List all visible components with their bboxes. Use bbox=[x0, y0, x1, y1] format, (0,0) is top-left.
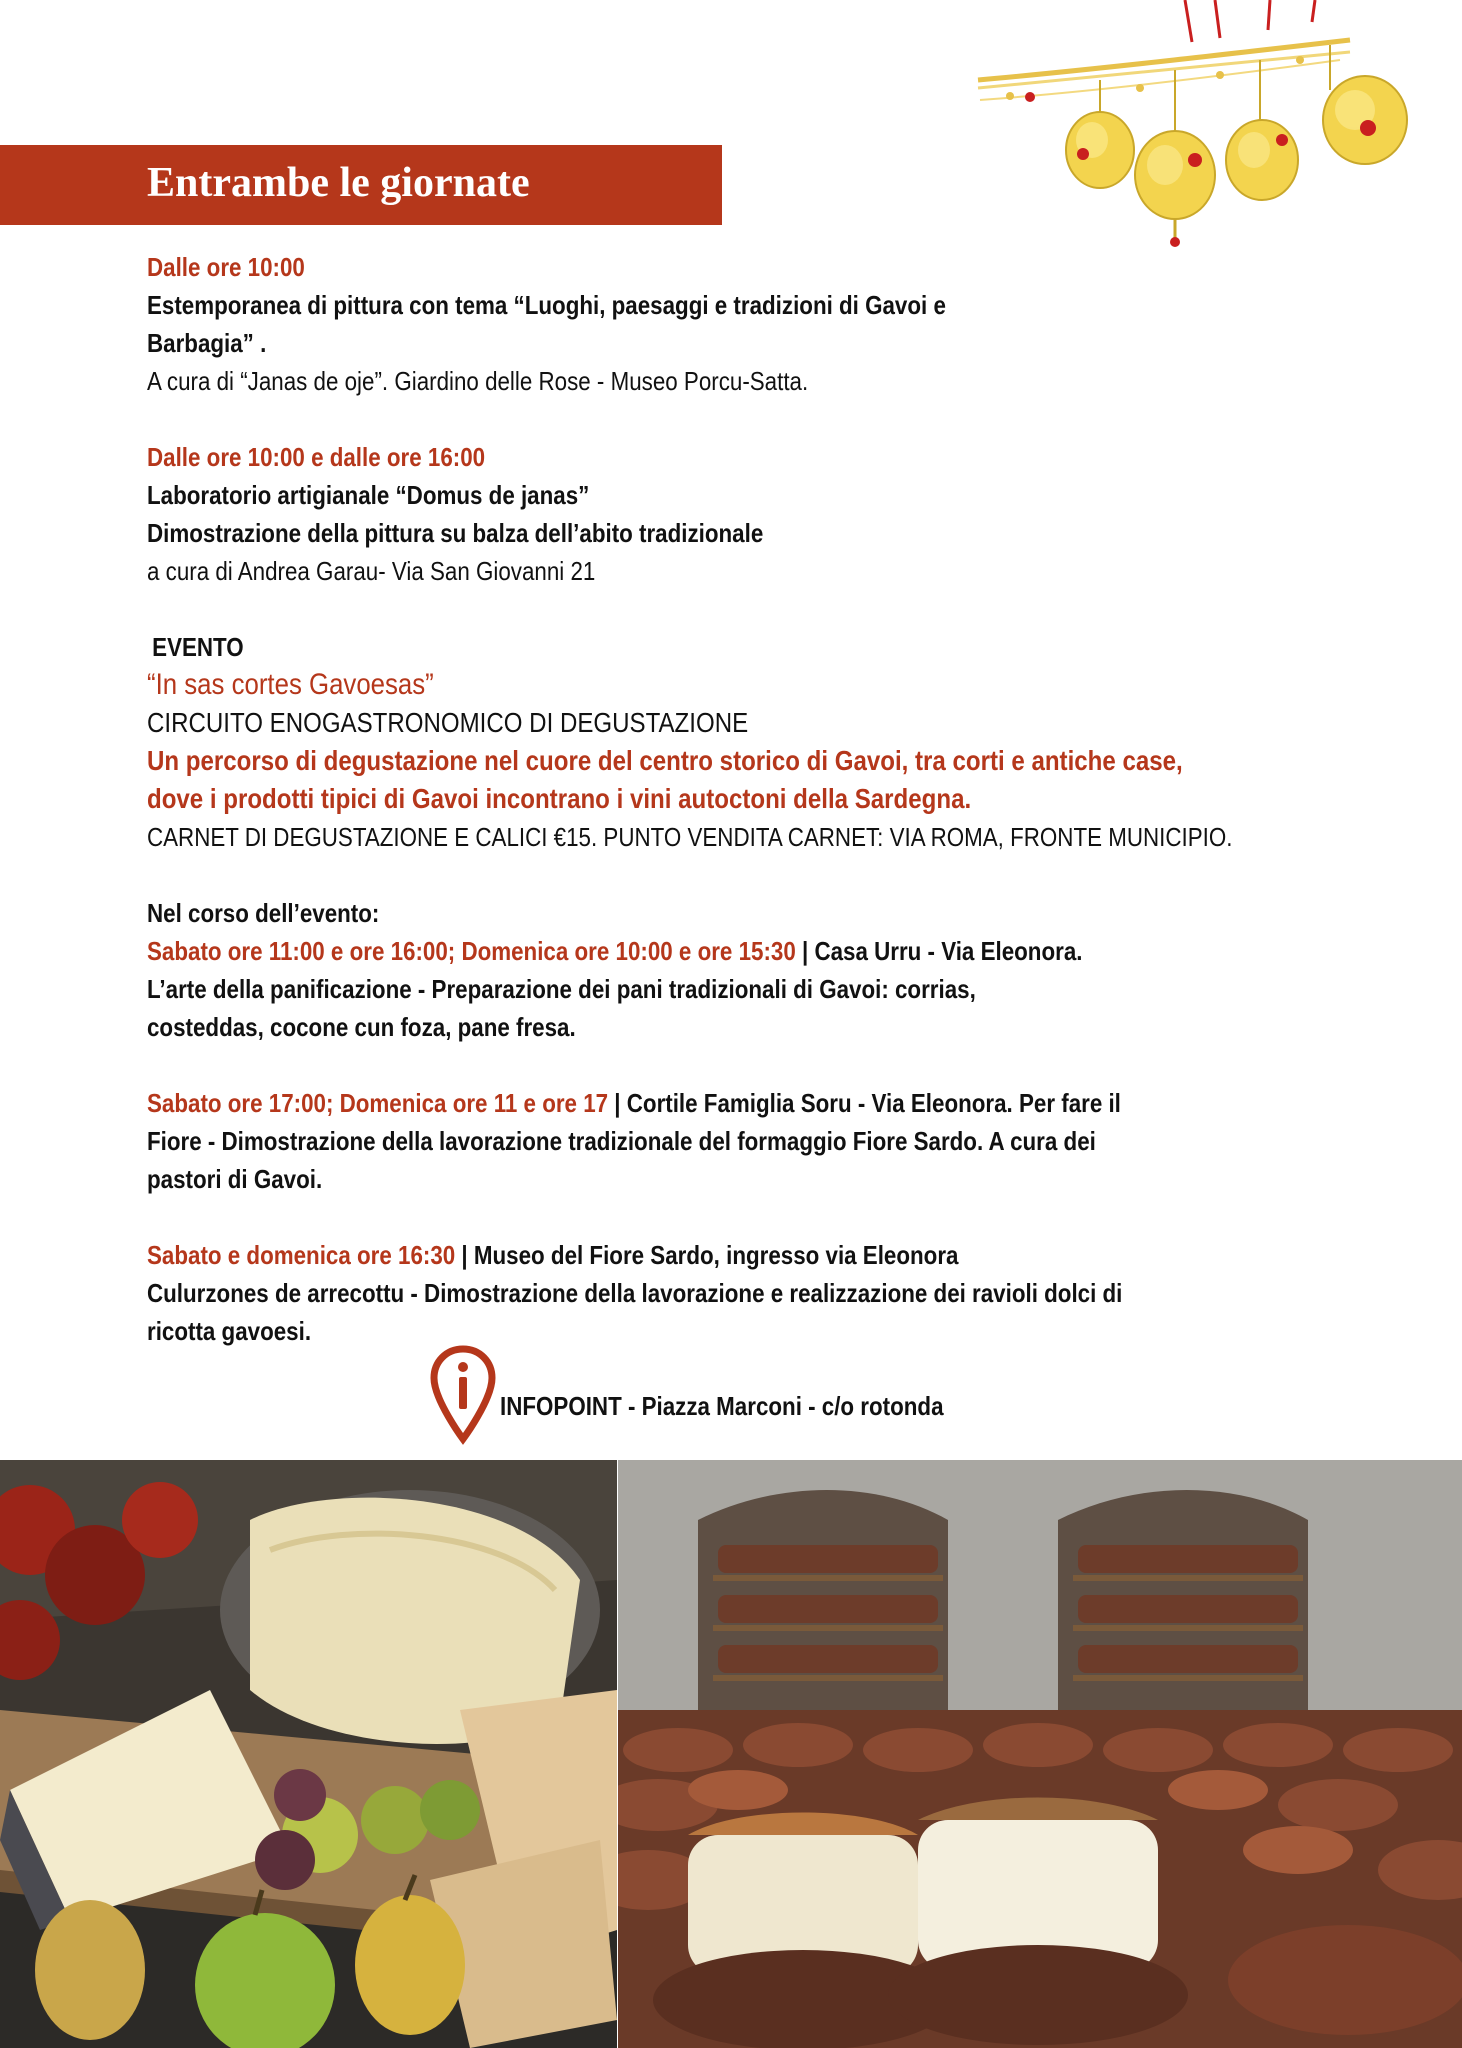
hanging-ornaments-illustration bbox=[970, 0, 1420, 255]
spacer bbox=[147, 590, 1162, 628]
event-description-line: dove i prodotti tipici di Gavoi incontrano i vini autoctoni della Sardegna. bbox=[147, 783, 972, 814]
section-time: Dalle ore 10:00 e dalle ore 16:00 bbox=[147, 442, 486, 472]
infopoint bbox=[430, 1345, 1130, 1445]
activity-time: Sabato e domenica ore 16:30 bbox=[147, 1240, 462, 1270]
section-time: Dalle ore 10:00 bbox=[147, 252, 305, 282]
section-title: Entrambe le giornate bbox=[147, 160, 530, 206]
activity-description-line: ricotta gavoesi. bbox=[147, 1316, 312, 1346]
section-title-line: Barbagia” . bbox=[147, 328, 267, 358]
activity-item-bread bbox=[147, 932, 1162, 1046]
section-note: a cura di Andrea Garau- Via San Giovanni 21 bbox=[147, 556, 596, 586]
event-subtitle: CIRCUITO ENOGASTRONOMICO DI DEGUSTAZIONE bbox=[147, 707, 749, 738]
activity-item-cheese bbox=[147, 1084, 1162, 1198]
activity-time: Sabato ore 11:00 e ore 16:00; Domenica ore 10:00 e ore 15:30 bbox=[147, 936, 802, 966]
during-event-heading: Nel corso dell’evento: bbox=[147, 898, 380, 928]
infopoint-text: INFOPOINT - Piazza Marconi - c/o rotonda bbox=[500, 1391, 944, 1421]
separator: | bbox=[614, 1088, 621, 1118]
activity-description-line: L’arte della panificazione - Preparazione dei pani tradizionali di Gavoi: corrias, bbox=[147, 974, 976, 1004]
activity-item-culurzones bbox=[147, 1236, 1162, 1350]
info-pin-icon bbox=[430, 1345, 496, 1445]
event-description-line: Un percorso di degustazione nel cuore del centro storico di Gavoi, tra corti e antiche case, bbox=[147, 745, 1183, 776]
event-name: “In sas cortes Gavoesas” bbox=[147, 668, 434, 701]
activity-place: Museo del Fiore Sardo, ingresso via Eleonora bbox=[467, 1240, 959, 1270]
activity-place: Cortile Famiglia Soru - Via Eleonora. Per fare il bbox=[620, 1088, 1121, 1118]
cheese-cellar-photo bbox=[618, 1460, 1462, 2048]
activity-description-line: costeddas, cocone cun foza, pane fresa. bbox=[147, 1012, 576, 1042]
section-title-line: Laboratorio artigianale “Domus de janas” bbox=[147, 480, 590, 510]
section-title-line: Estemporanea di pittura con tema “Luoghi, paesaggi e tradizioni di Gavoi e bbox=[147, 290, 946, 320]
section-title-line: Dimostrazione della pittura su balza dell’abito tradizionale bbox=[147, 518, 764, 548]
during-event-section bbox=[147, 894, 1162, 1350]
event-label: EVENTO bbox=[152, 632, 244, 662]
separator: | bbox=[801, 936, 809, 966]
spacer bbox=[147, 1198, 1162, 1236]
activity-description-line: Culurzones de arrecottu - Dimostrazione della lavorazione e realizzazione dei ravioli dolci di bbox=[147, 1278, 1123, 1308]
activity-place: Casa Urru - Via Eleonora. bbox=[808, 936, 1083, 966]
spacer bbox=[147, 856, 1162, 894]
spacer bbox=[147, 400, 1162, 438]
program-content bbox=[147, 248, 1233, 1350]
event-carnet: CARNET DI DEGUSTAZIONE E CALICI €15. PUNTO VENDITA CARNET: VIA ROMA, FRONTE MUNICIPIO. bbox=[147, 822, 1233, 852]
cheese-fruit-photo bbox=[0, 1460, 617, 2048]
program-section-painting bbox=[147, 248, 1162, 400]
spacer bbox=[147, 1046, 1162, 1084]
separator: | bbox=[461, 1240, 468, 1270]
activity-time: Sabato ore 17:00; Domenica ore 11 e ore 17 bbox=[147, 1088, 615, 1118]
section-note: A cura di “Janas de oje”. Giardino delle Rose - Museo Porcu-Satta. bbox=[147, 366, 809, 396]
program-section-workshop bbox=[147, 438, 1162, 590]
event-section bbox=[147, 628, 1233, 856]
activity-description-line: pastori di Gavoi. bbox=[147, 1164, 323, 1194]
activity-description-line: Fiore - Dimostrazione della lavorazione tradizionale del formaggio Fiore Sardo. A cura dei bbox=[147, 1126, 1096, 1156]
